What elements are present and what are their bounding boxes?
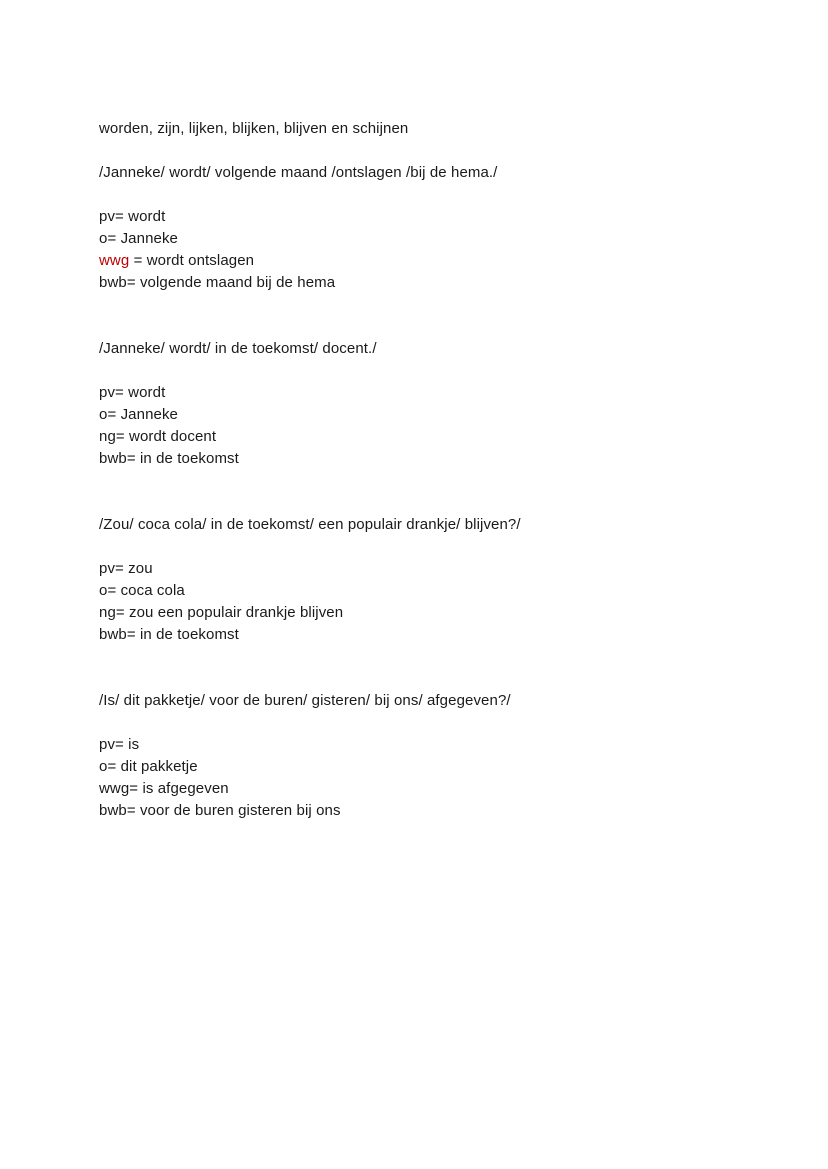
part-value: wordt docent	[124, 428, 217, 445]
heading-line: worden, zijn, lijken, blijken, blijven en schijnen	[99, 120, 409, 137]
part-value: in de toekomst	[135, 626, 239, 643]
part-value: is	[123, 736, 140, 753]
sentence-line: /Is/ dit pakketje/ voor de buren/ gisteren/ bij ons/ afgegeven?/	[99, 692, 511, 709]
sentence-part-line	[99, 404, 739, 426]
document-text-body	[99, 118, 739, 822]
part-label: pv=	[99, 560, 124, 577]
blank-line	[99, 140, 739, 162]
sentence-part-line	[99, 778, 739, 800]
part-value: wordt	[123, 384, 166, 401]
part-value: voor de buren gisteren bij ons	[135, 802, 341, 819]
analysis-block	[99, 140, 739, 294]
sentence-part-line	[99, 602, 739, 624]
part-label: wwg=	[99, 780, 139, 797]
part-label: o=	[99, 230, 117, 247]
sentence-part-line	[99, 580, 739, 602]
part-label: pv=	[99, 384, 124, 401]
sentence-parts-list	[99, 382, 739, 470]
part-value: = wordt ontslagen	[129, 252, 255, 269]
part-value: coca cola	[116, 582, 185, 599]
part-value: in de toekomst	[135, 450, 239, 467]
sentence-parts-list	[99, 206, 739, 294]
part-label: o=	[99, 406, 117, 423]
part-value: wordt	[123, 208, 166, 225]
part-label: bwb=	[99, 626, 136, 643]
analysis-block	[99, 668, 739, 822]
blank-line	[99, 492, 739, 514]
part-label: bwb=	[99, 802, 136, 819]
part-value: Janneke	[116, 230, 178, 247]
blank-line	[99, 316, 739, 338]
sentence-part-line	[99, 734, 739, 756]
part-label: pv=	[99, 208, 124, 225]
part-value: is afgegeven	[138, 780, 229, 797]
sentence-part-line	[99, 228, 739, 250]
part-label: wwg	[99, 252, 130, 269]
sentence-part-line	[99, 272, 739, 294]
sentence-part-line	[99, 382, 739, 404]
sentence-part-line	[99, 426, 739, 448]
sentence-part-line	[99, 250, 739, 272]
analysis-block	[99, 316, 739, 470]
blank-line	[99, 668, 739, 690]
part-value: volgende maand bij de hema	[135, 274, 336, 291]
sentence-part-line	[99, 558, 739, 580]
part-value: dit pakketje	[116, 758, 198, 775]
part-label: ng=	[99, 604, 125, 621]
part-label: o=	[99, 758, 117, 775]
sentence-parts-list	[99, 558, 739, 646]
sentence-line: /Zou/ coca cola/ in de toekomst/ een populair drankje/ blijven?/	[99, 516, 521, 533]
sentence-line: /Janneke/ wordt/ volgende maand /ontslagen /bij de hema./	[99, 164, 498, 181]
part-label: pv=	[99, 736, 124, 753]
part-value: Janneke	[116, 406, 178, 423]
part-label: bwb=	[99, 450, 136, 467]
part-label: ng=	[99, 428, 125, 445]
sentence-part-line	[99, 800, 739, 822]
part-value: zou	[123, 560, 153, 577]
sentence-part-line	[99, 756, 739, 778]
part-label: o=	[99, 582, 117, 599]
sentence-parts-list	[99, 734, 739, 822]
sentence-part-line	[99, 624, 739, 646]
sentence-part-line	[99, 206, 739, 228]
part-value: zou een populair drankje blijven	[124, 604, 344, 621]
sentence-line: /Janneke/ wordt/ in de toekomst/ docent./	[99, 340, 377, 357]
analysis-block	[99, 492, 739, 646]
analysis-blocks	[99, 140, 739, 822]
part-label: bwb=	[99, 274, 136, 291]
sentence-part-line	[99, 448, 739, 470]
